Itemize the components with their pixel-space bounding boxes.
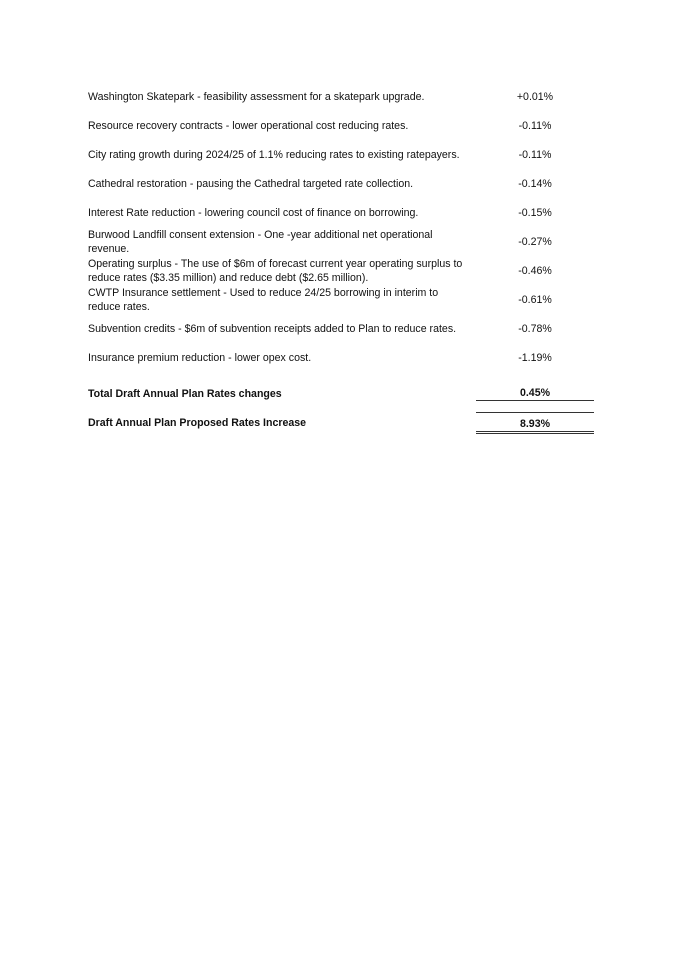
row-value: -0.11%: [518, 148, 552, 161]
row-value: -0.15%: [518, 206, 552, 219]
table-row: [88, 82, 594, 111]
row-value: +0.01%: [516, 90, 554, 103]
row-value: -0.78%: [518, 322, 552, 335]
table-row: [88, 111, 594, 140]
row-description: City rating growth during 2024/25 of 1.1% reducing rates to existing ratepayers.: [88, 148, 460, 161]
spacer: [88, 372, 594, 379]
table-row: [88, 227, 594, 256]
row-value: -0.27%: [518, 235, 552, 248]
proposed-increase-label: Draft Annual Plan Proposed Rates Increase: [88, 416, 307, 429]
table-row: [88, 314, 594, 343]
total-changes-value: 0.45%: [476, 387, 594, 401]
row-description: Cathedral restoration - pausing the Cathedral targeted rate collection.: [88, 177, 414, 190]
row-description: CWTP Insurance settlement - Used to reduce 24/25 borrowing in interim to reduce rates.: [88, 286, 439, 313]
row-value: -0.14%: [518, 177, 552, 190]
table-row: [88, 256, 594, 285]
proposed-increase-row: [88, 408, 594, 437]
total-changes-row: [88, 379, 594, 408]
rates-change-table: [88, 82, 594, 437]
row-description: Washington Skatepark - feasibility assessment for a skatepark upgrade.: [88, 90, 425, 103]
table-row: [88, 140, 594, 169]
row-description: Subvention credits - $6m of subvention receipts added to Plan to reduce rates.: [88, 322, 457, 335]
row-value: -0.46%: [518, 264, 552, 277]
table-row: [88, 285, 594, 314]
table-row: [88, 198, 594, 227]
row-description: Resource recovery contracts - lower operational cost reducing rates.: [88, 119, 409, 132]
row-value: -0.11%: [518, 119, 552, 132]
row-description: Operating surplus - The use of $6m of forecast current year operating surplus to reduce rates ($3.35 million) and reduce debt ($2.65 million).: [88, 257, 463, 284]
proposed-increase-value: 8.93%: [476, 412, 594, 434]
total-changes-label: Total Draft Annual Plan Rates changes: [88, 387, 282, 400]
row-description: Burwood Landfill consent extension - One -year additional net operational revenue.: [88, 228, 433, 255]
table-row: [88, 169, 594, 198]
row-value: -1.19%: [518, 351, 552, 364]
row-description: Insurance premium reduction - lower opex cost.: [88, 351, 312, 364]
row-description: Interest Rate reduction - lowering council cost of finance on borrowing.: [88, 206, 419, 219]
table-row: [88, 343, 594, 372]
row-value: -0.61%: [518, 293, 552, 306]
